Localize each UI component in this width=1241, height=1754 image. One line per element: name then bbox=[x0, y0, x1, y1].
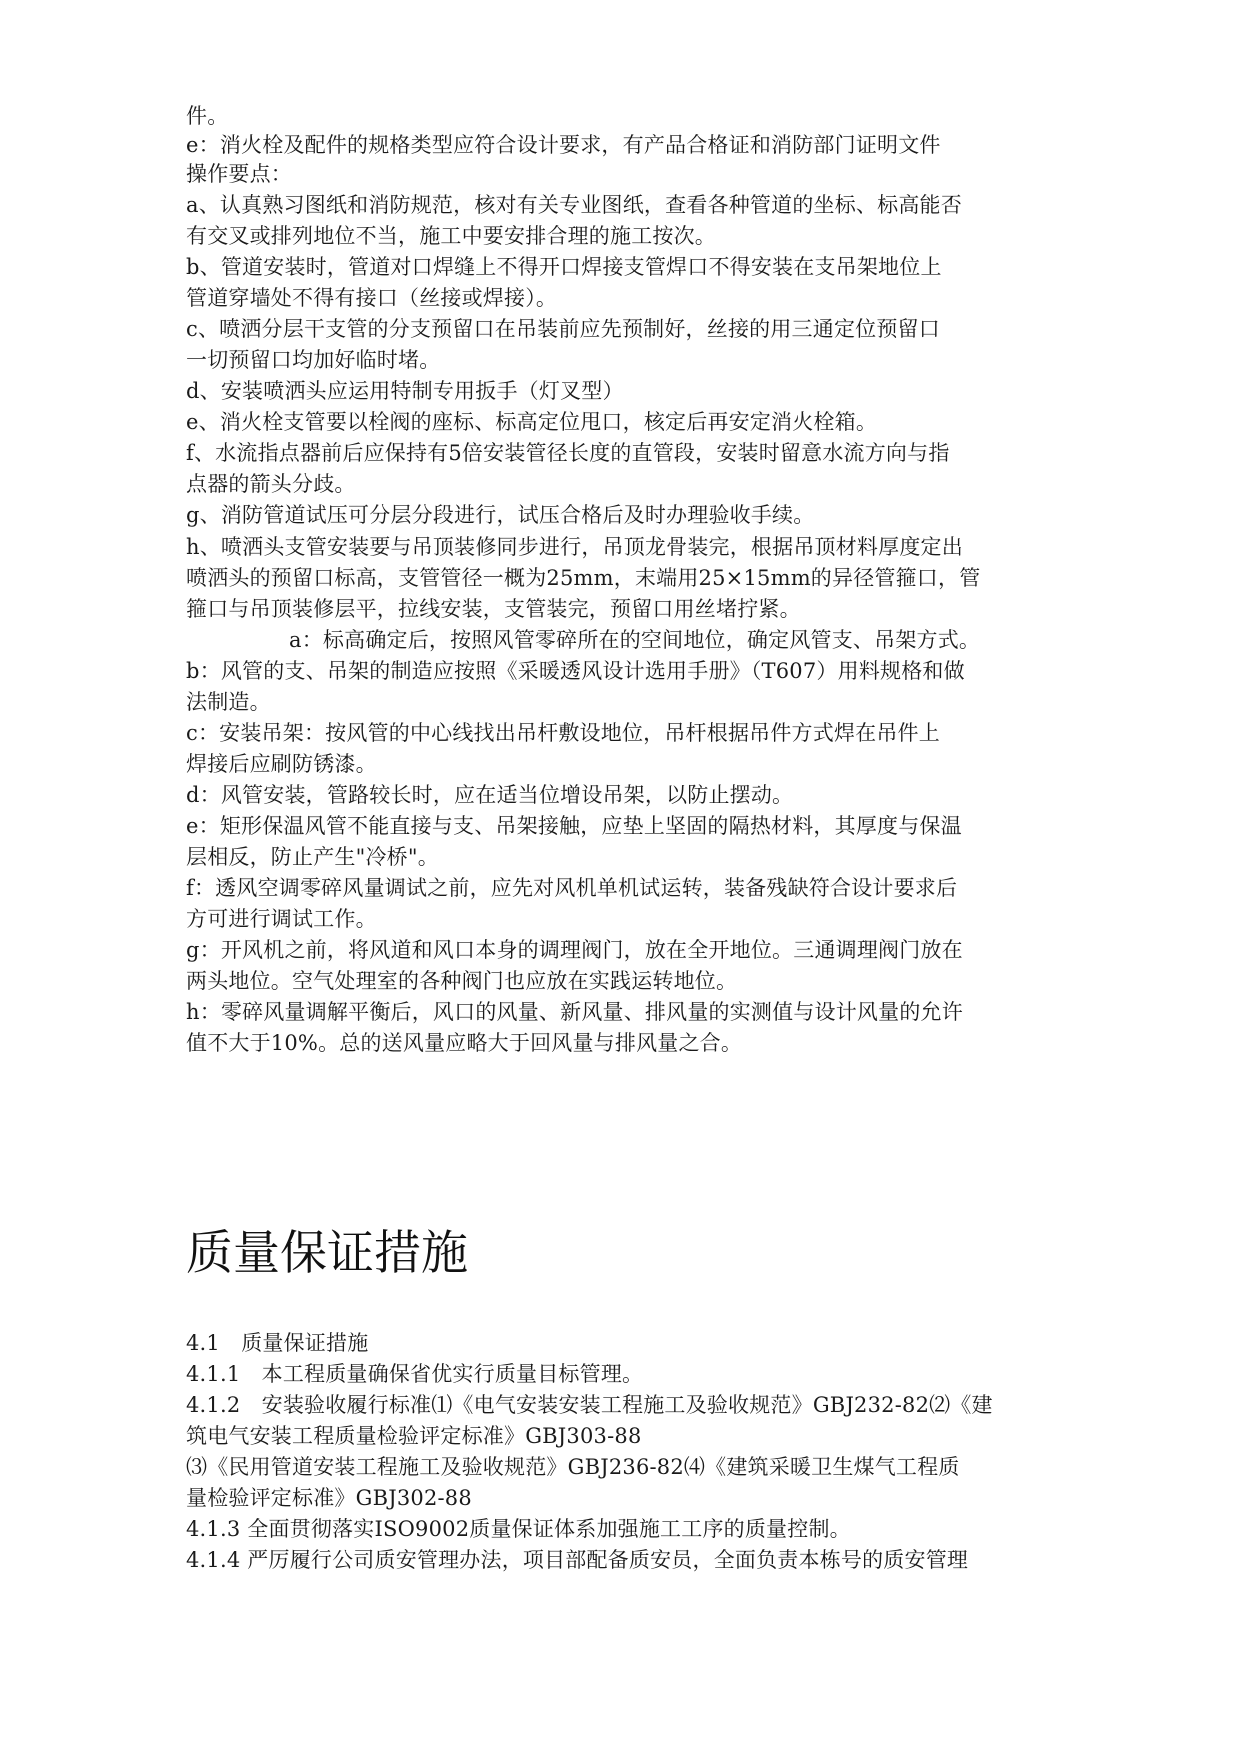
body-line: h、喷洒头支管安装要与吊顶装修同步进行，吊顶龙骨装完，根据吊顶材料厚度定出 bbox=[186, 535, 963, 559]
section-line: 4.1.2 安装验收履行标准⑴《电气安装安装工程施工及验收规范》GBJ232-82⑵《建 bbox=[186, 1393, 993, 1417]
body-line: 焊接后应刷防锈漆。 bbox=[186, 752, 377, 776]
body-line: f、水流指点器前后应保持有5倍安装管径长度的直管段，安装时留意水流方向与指 bbox=[186, 441, 950, 465]
body-line: 点器的箭头分歧。 bbox=[186, 472, 356, 496]
body-line: 一切预留口均加好临时堵。 bbox=[186, 348, 441, 372]
body-line: c、喷洒分层干支管的分支预留口在吊装前应先预制好，丝接的用三通定位预留口 bbox=[186, 317, 940, 341]
body-line: 管道穿墙处不得有接口（丝接或焊接）。 bbox=[186, 286, 558, 310]
body-line: c：安装吊架：按风管的中心线找出吊杆敷设地位，吊杆根据吊件方式焊在吊件上 bbox=[186, 721, 940, 745]
body-line: a：标高确定后，按照风管零碎所在的空间地位，确定风管支、吊架方式。 bbox=[289, 628, 981, 652]
body-line: e：矩形保温风管不能直接与支、吊架接触，应垫上坚固的隔热材料，其厚度与保温 bbox=[186, 814, 962, 838]
body-line: 件。 bbox=[186, 104, 229, 128]
body-line: 值不大于10%。总的送风量应略大于回风量与排风量之合。 bbox=[186, 1031, 743, 1055]
body-line: 两头地位。空气处理室的各种阀门也应放在实践运转地位。 bbox=[186, 969, 738, 993]
section-line: 4.1.1 本工程质量确保省优实行质量目标管理。 bbox=[186, 1362, 644, 1386]
body-line: 法制造。 bbox=[186, 690, 271, 714]
body-line: b：风管的支、吊架的制造应按照《采暖透风设计选用手册》（T607）用料规格和做 bbox=[186, 659, 965, 683]
body-line: g：开风机之前，将风道和风口本身的调理阀门，放在全开地位。三通调理阀门放在 bbox=[186, 938, 963, 962]
body-line: 箍口与吊顶装修层平，拉线安装，支管装完，预留口用丝堵拧紧。 bbox=[186, 597, 801, 621]
body-line: 方可进行调试工作。 bbox=[186, 907, 377, 931]
body-line: g、消防管道试压可分层分段进行，试压合格后及时办理验收手续。 bbox=[186, 503, 815, 527]
body-line: 喷洒头的预留口标高，支管管径一概为25mm，末端用25×15mm的异径管箍口，管 bbox=[186, 566, 981, 590]
body-line: a、认真熟习图纸和消防规范，核对有关专业图纸，查看各种管道的坐标、标高能否 bbox=[186, 193, 962, 217]
section-line: ⑶《民用管道安装工程施工及验收规范》GBJ236-82⑷《建筑采暖卫生煤气工程质 bbox=[186, 1455, 960, 1479]
section-heading: 质量保证措施 bbox=[186, 1226, 468, 1281]
body-line: h：零碎风量调解平衡后，风口的风量、新风量、排风量的实测值与设计风量的允许 bbox=[186, 1000, 963, 1024]
section-line: 4.1 质量保证措施 bbox=[186, 1331, 369, 1355]
body-line: b、管道安装时，管道对口焊缝上不得开口焊接支管焊口不得安装在支吊架地位上 bbox=[186, 255, 942, 279]
section-line: 量检验评定标准》GBJ302-88 bbox=[186, 1486, 472, 1510]
body-line: d：风管安装，管路较长时，应在适当位增设吊架，以防止摆动。 bbox=[186, 783, 794, 807]
body-line: 操作要点： bbox=[186, 162, 292, 186]
body-line: e、消火栓支管要以栓阀的座标、标高定位甩口，核定后再安定消火栓箱。 bbox=[186, 410, 878, 434]
body-line: 层相反，防止产生"冷桥"。 bbox=[186, 845, 439, 869]
body-line: f：透风空调零碎风量调试之前，应先对风机单机试运转，装备残缺符合设计要求后 bbox=[186, 876, 958, 900]
section-line: 4.1.3 全面贯彻落实ISO9002质量保证体系加强施工工序的质量控制。 bbox=[186, 1517, 851, 1541]
section-line: 筑电气安装工程质量检验评定标准》GBJ303-88 bbox=[186, 1424, 642, 1448]
body-line: e：消火栓及配件的规格类型应符合设计要求，有产品合格证和消防部门证明文件 bbox=[186, 133, 941, 157]
body-line: 有交叉或排列地位不当，施工中要安排合理的施工按次。 bbox=[186, 224, 716, 248]
section-line: 4.1.4 严厉履行公司质安管理办法，项目部配备质安员，全面负责本栋号的质安管理 bbox=[186, 1548, 969, 1572]
body-line: d、安装喷洒头应运用特制专用扳手（灯叉型） bbox=[186, 379, 624, 403]
